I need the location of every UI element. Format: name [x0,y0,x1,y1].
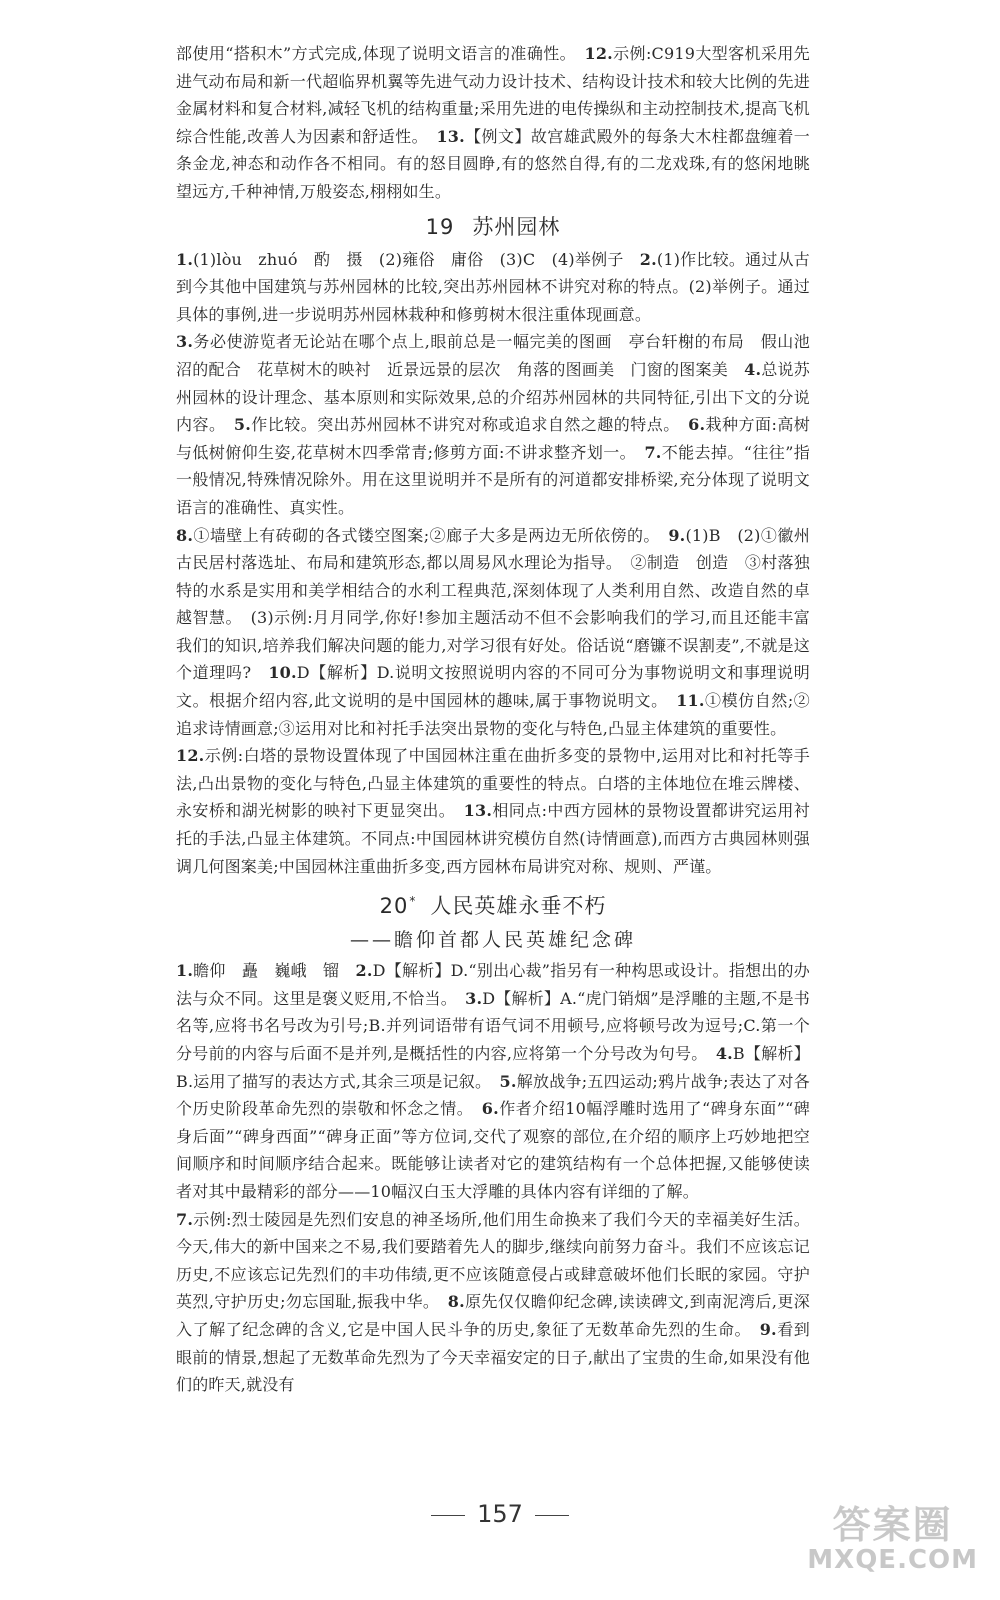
section-title-text: 人民英雄永垂不朽 [430,894,607,919]
answer-paragraph [176,40,810,206]
answer-text: ①模仿自然;②追求诗情画意;③运用对比和衬托手法突出景物的变化与特色,凸显主体建筑的重要性。 [176,691,810,738]
question-number: 12. [176,746,205,766]
answer-text: 部使用“搭积木”方式完成,体现了说明文语言的准确性。 [176,44,585,63]
answer-text: D【解析】D.说明文按照说明内容的不同可分为事物说明文和事理说明文。根据介绍内容,此文说明的是中国园林的趣味,属于事物说明文。 [176,663,810,711]
answer-paragraph [176,522,810,743]
question-number: 10. [268,663,297,683]
answer-text: 作者介绍10幅浮雕时选用了“碑身东面”“碑身后面”“碑身西面”“碑身正面”等方位词,交代了观察的部位,在介绍的顺序上巧妙地把空间顺序和时间顺序结合起来。既能够让读者对它的建筑结构有一个总体把握,又能够使读者对其中最精彩的部分——10幅汉白玉大浮雕的具体内容有详细的了解。 [176,1099,810,1201]
question-number: 9. [759,1319,777,1339]
answer-text: 总说苏州园林的设计理念、基本原则和实际效果,总的介绍苏州园林的共同特征,引出下文的分说内容。 [176,359,810,435]
answer-text: 示例:白塔的景物设置体现了中国园林注重在曲折多变的景物中,运用对比和衬托等手法,凸出景物的变化与特色,凸显主体建筑的重要性的特点。白塔的主体地位在堆云牌楼、永安桥和湖光树影的映衬下更显突出。 [176,746,810,821]
answer-text: 看到眼前的情景,想起了无数革命先烈为了今天幸福安定的日子,献出了宝贵的生命,如果没有他们的昨天,就没有 [176,1319,810,1395]
question-number: 7. [176,1209,194,1229]
question-number: 1. [176,961,194,981]
question-number: 4. [744,359,762,379]
answer-text: (1)lòu zhuó 酌 摄 (2)雍俗 庸俗 (3)C (4)举例子 [193,249,640,269]
watermark-logo [807,1494,978,1575]
answer-text: 瞻仰 矗 巍峨 镏 [193,961,356,981]
section-title [176,210,810,244]
watermark-line2: MXQE.COM [807,1545,978,1575]
answer-text: D【解析】A.“虎门销烟”是浮雕的主题,不是书名等,应将书名号改为引号;B.并列词语带有语气词不用顿号,应将顿号改为逗号;C.第一个分号前的内容与后面不是并列,是概括性的内容,应将第一个分号改为句号。 [176,988,810,1063]
answer-page [176,40,810,1399]
question-number: 1. [176,249,194,269]
question-number: 3. [465,988,483,1008]
section-star: * [409,894,417,909]
question-number: 6. [688,415,706,435]
question-number: 8. [176,525,194,545]
section-title-text: 苏州园林 [472,214,561,239]
page-number-dash-left [431,1515,465,1516]
question-number: 5. [499,1071,517,1091]
section-number: 19 [425,214,455,239]
answer-text: 示例:烈士陵园是先烈们安息的神圣场所,他们用生命换来了我们今天的幸福美好生活。今天,伟大的新中国来之不易,我们要踏着先人的脚步,继续向前努力奋斗。我们不应该忘记历史,不应该忘记先烈们的丰功伟绩,更不应该随意侵占或肆意破坏他们长眠的家园。守护英烈,守护历史;勿忘国耻,振我中华。 [176,1209,810,1312]
question-number: 5. [233,415,252,435]
question-number: 7. [644,442,662,462]
answer-paragraph [176,246,810,329]
watermark-line1: 答案圈 [832,1503,953,1547]
question-number: 11. [676,691,705,711]
answer-text: 栽种方面:高树与低树俯仰生姿,花草树木四季常青;修剪方面:不讲求整齐划一。 [176,415,810,462]
question-number: 13. [463,801,493,821]
answer-text: D【解析】D.“别出心裁”指另有一种构思或设计。指想出的办法与众不同。这里是褒义贬用,不恰当。 [176,961,810,1008]
answer-paragraph [176,1206,810,1399]
answer-text: (1)B (2)①徽州古民居村落选址、布局和建筑形态,都以周易风水理论为指导。 ②制造 创造 ③村落独特的水系是实用和美学相结合的水利工程典范,深刻体现了人类利用自然、改造自然的卓越智慧。 (3)示例:月月同学,你好!参加主题活动不但不会影响我们的学习,而且还能丰富我们的知识,培养我们解决问题的能力,对学习很有好处。俗话说“磨镰不误割麦”,不就是这个道理吗? [176,525,810,683]
section-subtitle: ——瞻仰首都人民英雄纪念碑 [349,929,636,952]
page-number-dash-right [535,1515,569,1516]
question-number: 13. [436,126,465,146]
question-number: 2. [639,249,657,269]
answer-text: B【解析】B.运用了描写的表达方式,其余三项是记叙。 [176,1044,810,1091]
answer-text: 【例文】故宫雄武殿外的每条大木柱都盘缠着一条金龙,神态和动作各不相同。有的怒目圆睁,有的悠然自得,有的二龙戏珠,有的悠闲地眺望远方,千种神情,万般姿态,栩栩如生。 [176,126,810,201]
section-title [176,884,810,923]
answer-paragraph [176,328,810,521]
answer-text: 务必使游览者无论站在哪个点上,眼前总是一幅完美的图画 亭台轩榭的布局 假山池沼的配合 花草树木的映衬 近景远景的层次 角落的图画美 门窗的图案美 [176,332,810,379]
section-number: 20 [379,894,409,919]
question-number: 4. [715,1044,733,1063]
question-number: 9. [668,525,686,545]
page-number-text: 157 [477,1500,523,1528]
answer-text: 示例:C919大型客机采用先进气动布局和新一代超临界机翼等先进气动力设计技术、结构设计技术和较大比例的先进金属材料和复合材料,减轻飞机的结构重量;采用先进的电传操纵和主动控制技术,提高飞机综合性能,改善人为因素和舒适性。 [176,44,810,146]
answer-text: 作比较。突出苏州园林不讲究对称或追求自然之趣的特点。 [251,415,689,435]
answer-text: 相同点:中西方园林的景物设置都讲究运用衬托的手法,凸显主体建筑。不同点:中国园林讲究模仿自然(诗情画意),而西方古典园林则强调几何图案美;中国园林注重曲折多变,西方园林布局讲究对称、规则、严谨。 [176,801,810,876]
answer-text: (1)作比较。通过从古到今其他中国建筑与苏州园林的比较,突出苏州园林不讲究对称的特点。(2)举例子。通过具体的事例,进一步说明苏州园林栽种和修剪树木很注重体现画意。 [176,249,810,324]
question-number: 2. [355,961,373,981]
question-number: 12. [584,44,613,63]
answer-text: 原先仅仅瞻仰纪念碑,读读碑文,到南泥湾后,更深入了解了纪念碑的含义,它是中国人民斗争的历史,象征了无数革命先烈的生命。 [176,1292,810,1339]
answer-paragraph [176,742,810,880]
answer-text: 不能去掉。“往往”指一般情况,特殊情况除外。用在这里说明并不是所有的河道都安排桥梁,充分体现了说明文语言的准确性、真实性。 [176,442,810,517]
question-number: 3. [176,332,194,352]
answer-paragraph [176,957,810,1205]
question-number: 8. [447,1292,465,1312]
question-number: 6. [481,1099,499,1119]
answer-text: 解放战争;五四运动;鸦片战争;表达了对各个历史阶段革命先烈的崇敬和怀念之情。 [176,1071,810,1119]
answer-text: ①墙壁上有砖砌的各式镂空图案;②廊子大多是两边无所依傍的。 [193,525,669,545]
